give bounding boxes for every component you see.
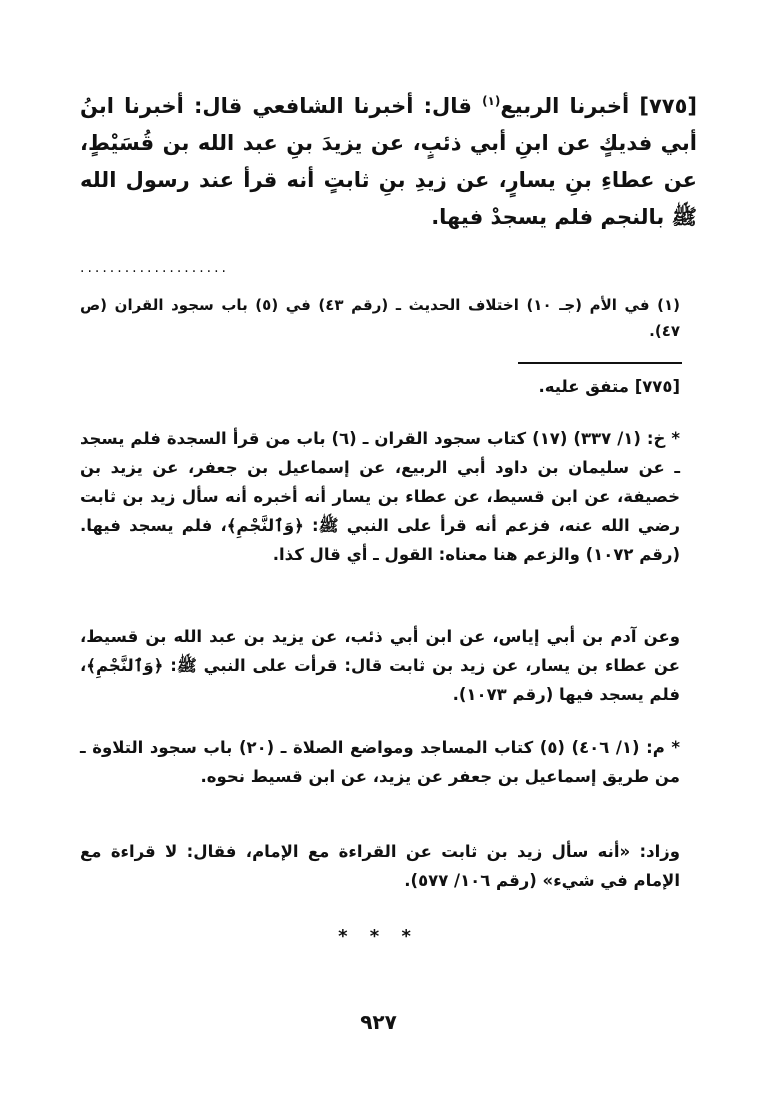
- hadith-number: [٧٧٥]: [639, 94, 698, 118]
- footnote: (١) في الأم (جـ ١٠) اختلاف الحديث ـ (رقم ٤٣) في (٥) باب سجود القران (ص ٤٧).: [80, 296, 680, 340]
- addition-note: وزاد: «أنه سأل زيد بن ثابت عن القراءة مع الإمام، فقال: لا قراءة مع الإمام في شيء» (رقم ١٠٦/ ٥٧٧).: [80, 842, 680, 890]
- section-end-stars: * * *: [338, 926, 419, 947]
- hadith-main-text: [80, 88, 697, 236]
- adam-text: وعن آدم بن أبي إياس، عن ابن أبي ذئب، عن يزيد بن عبد الله بن قسيط، عن عطاء بن يسار، عن زيد بن ثابت قال: قرأت على النبي ﷺ:: [80, 627, 680, 675]
- hadith-body: قال: أخبرنا الشافعي قال: أخبرنا ابنُ أبي فديكٍ عن ابنِ أبي ذئبٍ، عن يزيدَ بنِ عبد الله بن قُسَيْطٍ، عن عطاءِ بنِ يسارٍ، عن زيدِ بنِ ثابتٍ أنه قرأ عند رسول الله ﷺ بالنجم فلم يسجدْ فيها.: [80, 94, 697, 229]
- adam-narration: [80, 622, 680, 709]
- bukhari-text: * خ: (١/ ٣٣٧) (١٧) كتاب سجود القران ـ (٦) باب من قرأ السجدة فلم يسجد ـ عن سليمان بن داود أبي الربيع، عن إسماعيل بن جعفر، عن يزيد بن خصيفة، عن ابن قسيط، عن عطاء بن يسار أنه أخبره أنه سأل زيد بن ثابت رضي الله عنه، فزعم أنه قرأ على النبي ﷺ:: [80, 429, 681, 535]
- footnote-separator-dots: ....................: [80, 260, 230, 276]
- hadith-opening: أخبرنا الربيع: [500, 94, 630, 118]
- muslim-reference: * م: (١/ ٤٠٦) (٥) كتاب المساجد ومواضع الصلاة ـ (٢٠) باب سجود التلاوة ـ من طريق إسماعيل بن جعفر عن يزيد، عن ابن قسيط نحوه.: [80, 738, 680, 786]
- bukhari-reference: [80, 424, 680, 569]
- quran-quote: ﴿وَٱلنَّجْمِ﴾: [226, 516, 304, 535]
- footnote-reference: (١): [482, 94, 501, 108]
- quran-quote: ﴿وَٱلنَّجْمِ﴾: [86, 656, 164, 675]
- section-divider: [518, 362, 682, 364]
- adam-text-continued: ، فلم يسجد فيها (رقم ١٠٧٣).: [80, 656, 680, 704]
- page-number: ٩٢٧: [360, 1010, 397, 1034]
- bukhari-text-continued: ، فلم يسجد فيها. (رقم ١٠٧٢) والزعم هنا معناه: القول ـ أي قال كذا.: [80, 516, 680, 564]
- takhrij-number: [٧٧٥]: [634, 377, 680, 396]
- takhrij-heading: [80, 372, 680, 401]
- agreed-upon-text: متفق عليه.: [538, 377, 629, 396]
